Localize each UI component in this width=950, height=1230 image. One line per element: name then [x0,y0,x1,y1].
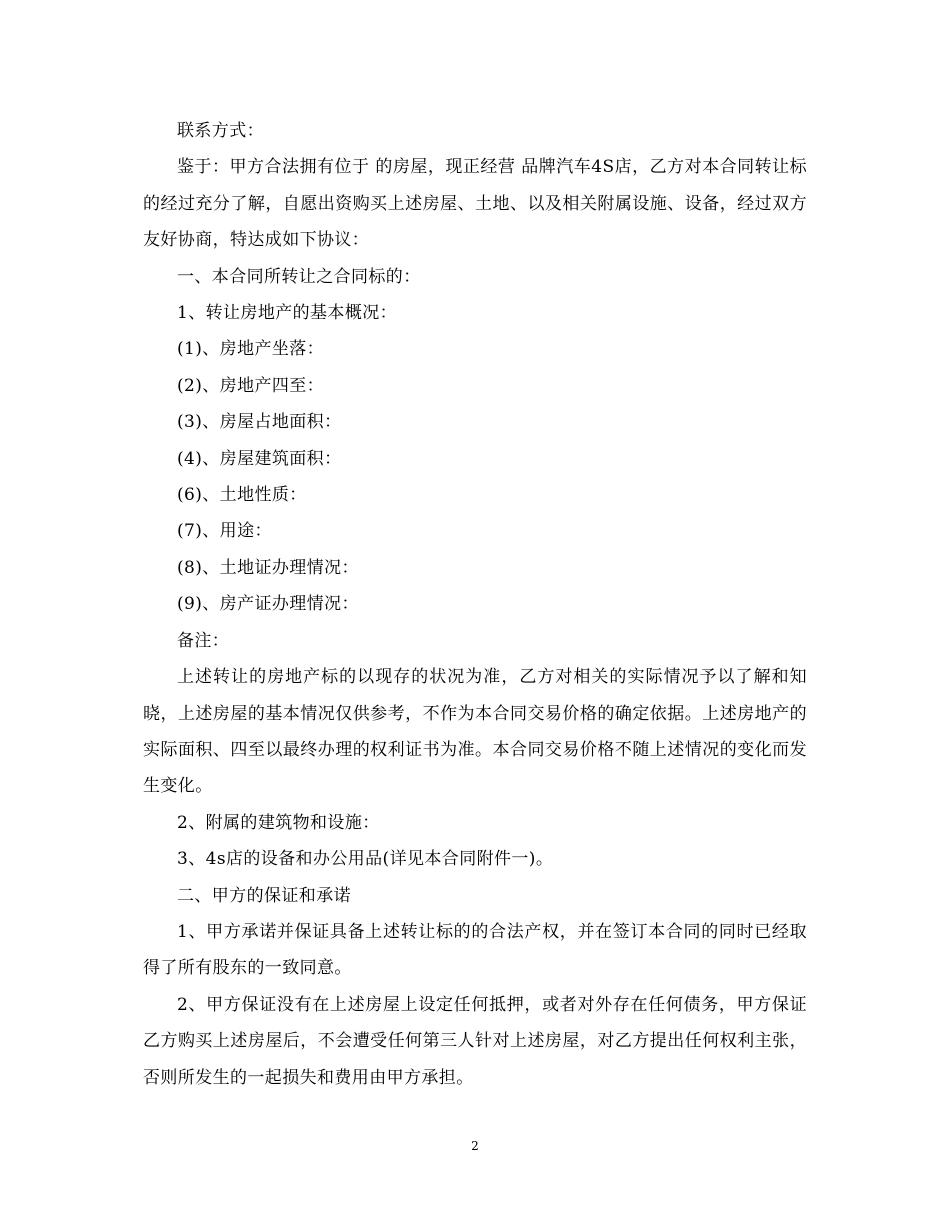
page-number: 2 [471,1139,479,1153]
document-body [143,113,807,1096]
property-item-boundaries: (2)、房地产四至： [177,375,325,396]
remarks-heading: 备注： [177,630,230,651]
property-item-usage: (7)、用途： [177,521,272,542]
property-item-land-area: (3)、房屋占地面积： [177,412,342,433]
section-heading-subject: 一、本合同所转让之合同标的： [177,266,421,287]
subsection-heading-equipment: 3、4s店的设备和办公用品(详见本合同附件一)。 [177,849,554,870]
remarks-paragraph: 上述转让的房地产标的以现存的状况为准，乙方对相关的实际情况予以了解和知晓，上述房屋的基本情况仅供参考，不作为本合同交易价格的确定依据。上述房地产的实际面积、四至以最终办理的权利证书为准。本合同交易价格不随上述情况的变化而发生变化。 [143,667,807,797]
guarantee-paragraph-2: 2、甲方保证没有在上述房屋上设定任何抵押，或者对外存在任何债务，甲方保证乙方购买上述房屋后，不会遭受任何第三人针对上述房屋，对乙方提出任何权利主张，否则所发生的一起损失和费用由甲方承担。 [143,994,807,1088]
subsection-heading-property-overview: 1、转让房地产的基本概况： [177,303,398,324]
property-item-building-area: (4)、房屋建筑面积： [177,448,342,469]
section-heading-guarantees: 二、甲方的保证和承诺 [177,885,351,906]
guarantee-paragraph-1: 1、甲方承诺并保证具备上述转让标的的合法产权，并在签订本合同的同时已经取得了所有股东的一致同意。 [143,921,807,979]
property-item-location: (1)、房地产坐落： [177,339,325,360]
whereas-paragraph: 鉴于：甲方合法拥有位于 的房屋，现正经营 品牌汽车4S店，乙方对本合同转让标的经过充分了解，自愿出资购买上述房屋、土地、以及相关附属设施、设备，经过双方友好协商，特达成如下协议： [143,157,807,251]
subsection-heading-attachments: 2、附属的建筑物和设施： [177,812,380,833]
property-item-house-certificate: (9)、房产证办理情况： [177,594,359,615]
property-item-land-nature: (6)、土地性质： [177,485,307,506]
contact-line: 联系方式： [177,121,264,141]
property-item-land-certificate: (8)、土地证办理情况： [177,557,359,578]
